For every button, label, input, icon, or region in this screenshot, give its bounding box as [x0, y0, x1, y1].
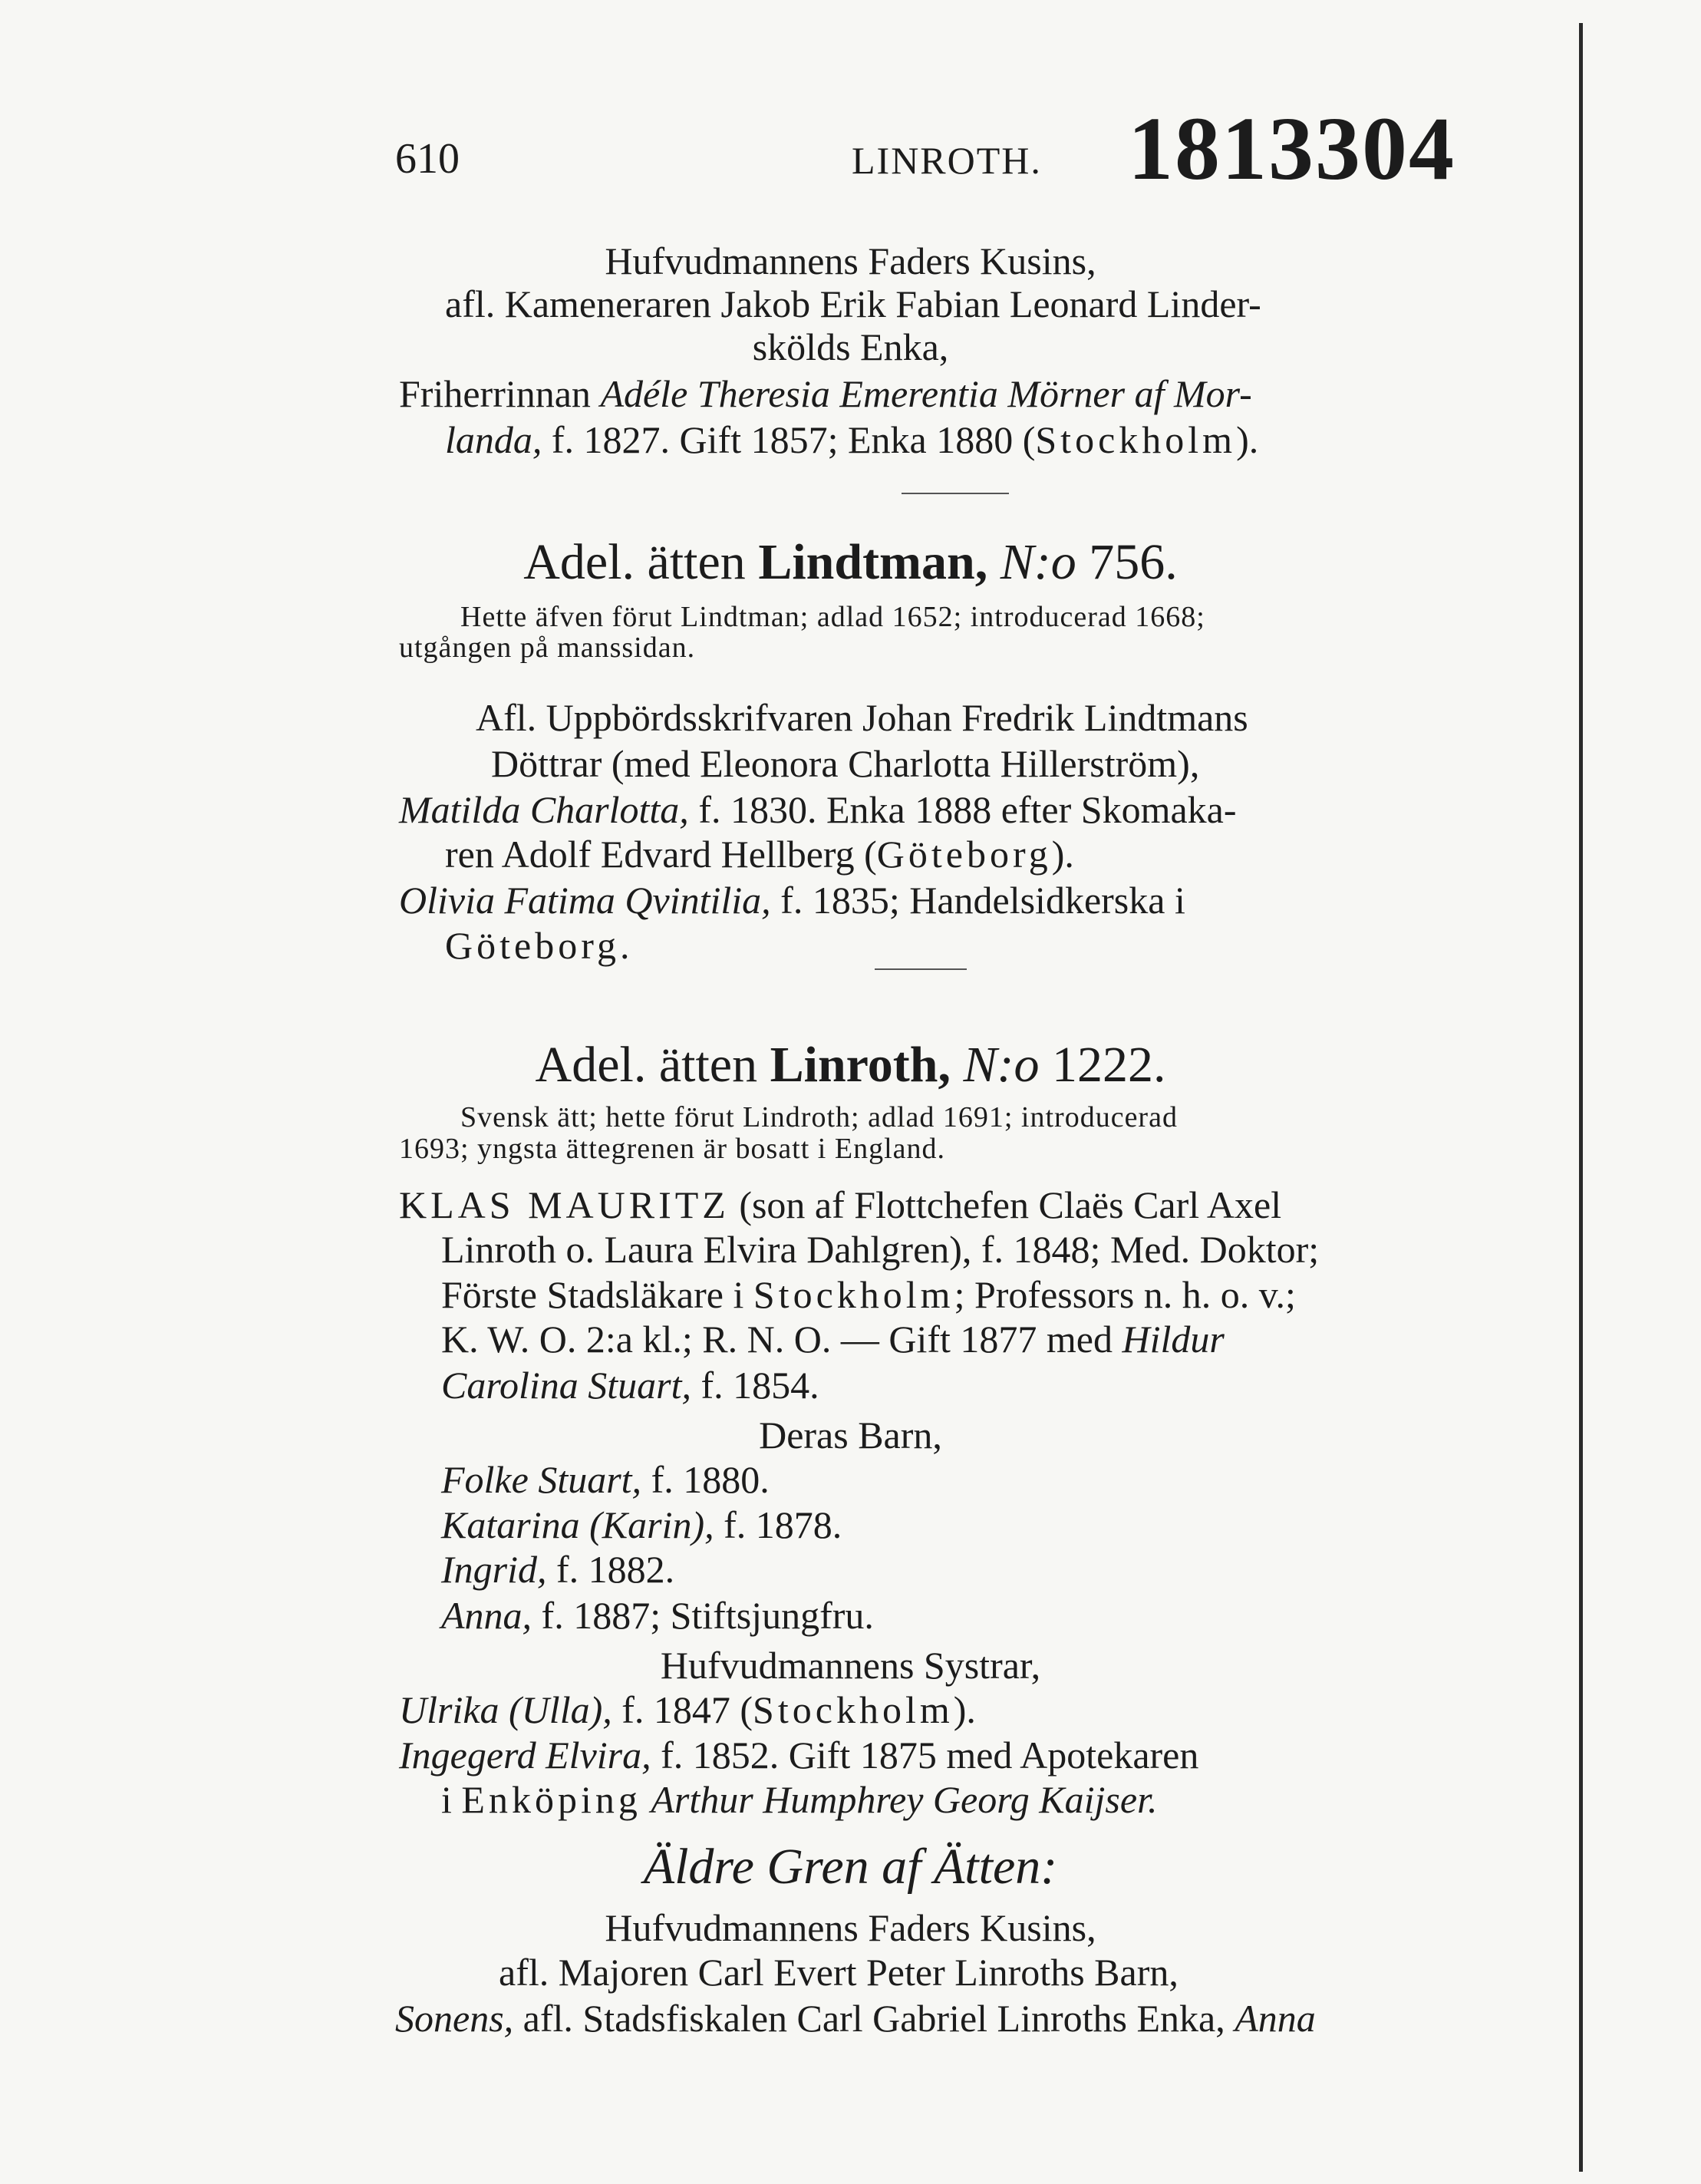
text-line	[445, 833, 1074, 876]
text-line	[399, 1688, 976, 1731]
text-line	[395, 1997, 1316, 2040]
text-segment: Göteborg	[445, 924, 620, 967]
text-segment: Folke Stuart,	[441, 1458, 642, 1501]
text-segment: f. 1852. Gift 1875 med Apotekaren	[651, 1734, 1199, 1777]
text-line	[441, 1596, 874, 1635]
text-line	[399, 633, 695, 662]
text-line	[445, 418, 1259, 461]
text-segment: Matilda Charlotta,	[399, 788, 689, 831]
text-segment: Ingegerd Elvira,	[399, 1734, 651, 1777]
text-line	[399, 1134, 945, 1163]
text-segment: f. 1830. Enka 1888 efter Skomaka-	[688, 788, 1237, 831]
text-segment: 1693; yngsta ättegrenen är bosatt i England.	[399, 1133, 945, 1165]
text-segment: Adel. ätten	[523, 534, 759, 590]
text-line	[441, 1780, 1158, 1819]
text-segment: Anna,	[441, 1594, 532, 1637]
text-segment: Olivia Fatima Qvintilia,	[399, 879, 771, 922]
text-segment: ren Adolf Edvard Hellberg (	[445, 833, 877, 876]
text-segment: Sonens,	[395, 1997, 514, 2040]
text-segment: Svensk ätt; hette förut Lindroth; adlad 1691; introducerad	[460, 1101, 1178, 1133]
text-segment: Carolina Stuart,	[441, 1364, 691, 1407]
text-line	[460, 602, 1205, 632]
text-segment: landa,	[445, 418, 542, 461]
section-heading	[0, 1839, 1701, 1895]
text-segment: f. 1880.	[641, 1458, 770, 1501]
text-segment: Göteborg	[876, 833, 1052, 876]
text-segment: i	[441, 1778, 462, 1821]
text-segment: f. 1854.	[691, 1364, 819, 1407]
text-segment: Hufvudmannens Faders Kusins,	[605, 239, 1096, 282]
text-segment: Hufvudmannens Faders Kusins,	[605, 1906, 1096, 1949]
text-segment: Afl. Uppbördsskrifvaren Johan Fredrik Lindtmans	[476, 696, 1248, 739]
text-line	[476, 698, 1248, 737]
text-segment: Hufvudmannens Systrar,	[660, 1644, 1041, 1687]
text-line	[499, 1951, 1179, 1994]
text-segment: utgången på manssidan.	[399, 632, 696, 664]
text-segment: f. 1847 (	[612, 1688, 753, 1731]
text-segment: afl. Kameneraren Jakob Erik Fabian Leonard Linder-	[445, 282, 1261, 325]
text-segment: N:o	[1000, 534, 1076, 590]
text-segment: Stockholm	[1035, 418, 1237, 461]
text-segment: Hildur	[1122, 1318, 1225, 1361]
text-segment: 1222.	[1039, 1037, 1166, 1093]
text-segment: N:o	[963, 1037, 1040, 1093]
text-segment: f. 1827. Gift 1857; Enka 1880 (	[542, 418, 1036, 461]
text-segment: f. 1882.	[546, 1548, 675, 1591]
text-line	[0, 239, 1701, 282]
text-line	[399, 1183, 1282, 1226]
text-line	[0, 325, 1701, 368]
text-segment: (son af Flottchefen Claës Carl Axel	[729, 1183, 1282, 1226]
text-segment: Lindtman,	[758, 534, 988, 590]
text-line	[441, 1275, 1296, 1314]
text-line	[441, 1364, 819, 1407]
text-segment: Enköping	[461, 1778, 641, 1821]
text-segment: Anna	[1235, 1997, 1316, 2040]
text-segment: Linroth o. Laura Elvira Dahlgren), f. 1848; Med. Doktor;	[441, 1228, 1320, 1271]
text-segment: Förste Stadsläkare i	[441, 1273, 753, 1316]
text-segment: Döttrar (med Eleonora Charlotta Hillerström),	[491, 742, 1200, 785]
page-header	[0, 98, 1701, 199]
text-segment	[641, 1778, 651, 1821]
text-segment: Ulrika (Ulla),	[399, 1688, 612, 1731]
text-line	[441, 1318, 1225, 1361]
text-segment: ).	[1051, 833, 1074, 876]
text-segment: Hette äfven förut Lindtman; adlad 1652; introducerad 1668;	[460, 601, 1205, 633]
text-segment: Adéle Theresia Emerentia Mörner af Mor-	[600, 372, 1252, 415]
text-segment: afl. Majoren Carl Evert Peter Linroths Barn,	[499, 1951, 1179, 1994]
text-segment: Arthur Humphrey Georg Kaijser.	[651, 1778, 1158, 1821]
text-segment: Stockholm	[753, 1273, 954, 1316]
text-segment: ; Professors n. h. o. v.;	[954, 1273, 1296, 1316]
text-line	[445, 926, 629, 965]
text-segment: Deras Barn,	[759, 1414, 942, 1457]
text-line	[445, 282, 1261, 325]
text-line	[441, 1460, 770, 1499]
text-segment: f. 1878.	[714, 1503, 842, 1546]
text-line	[399, 879, 1185, 922]
section-divider	[875, 968, 967, 970]
text-segment	[987, 534, 1000, 590]
text-segment: Linroth,	[770, 1037, 951, 1093]
running-title: LINROTH.	[852, 139, 1042, 182]
text-line	[399, 790, 1237, 829]
text-line	[399, 374, 1252, 413]
text-segment: Ingrid,	[441, 1548, 547, 1591]
stamp-number: 1813304	[1128, 98, 1455, 199]
text-segment: Adel. ätten	[535, 1037, 770, 1093]
text-segment	[951, 1037, 964, 1093]
text-line	[0, 1644, 1701, 1687]
text-line	[0, 1414, 1701, 1457]
text-segment: f. 1835; Handelsidkerska i	[770, 879, 1185, 922]
text-line	[441, 1503, 842, 1546]
text-segment: K. W. O. 2:a kl.; R. N. O. — Gift 1877 med	[441, 1318, 1122, 1361]
text-segment: f. 1887; Stiftsjungfru.	[532, 1594, 874, 1637]
text-line	[441, 1230, 1319, 1269]
text-segment: Friherrinnan	[399, 372, 601, 415]
text-segment: KLAS MAURITZ	[399, 1183, 730, 1226]
text-segment: Katarina (Karin),	[441, 1503, 714, 1546]
page-number: 610	[395, 135, 460, 183]
text-line	[491, 744, 1199, 783]
text-segment: Äldre Gren af Ätten:	[643, 1839, 1058, 1895]
section-heading	[0, 534, 1701, 590]
text-segment: ).	[953, 1688, 976, 1731]
section-divider	[902, 493, 1009, 494]
text-segment: ).	[1236, 418, 1259, 461]
text-line	[0, 1906, 1701, 1949]
text-line	[399, 1734, 1199, 1777]
text-segment: 756.	[1076, 534, 1178, 590]
section-heading	[0, 1037, 1701, 1093]
text-segment: .	[619, 924, 630, 967]
text-segment: skölds Enka,	[752, 325, 949, 368]
text-segment: Stockholm	[753, 1688, 954, 1731]
text-line	[460, 1103, 1178, 1132]
text-line	[441, 1550, 674, 1589]
text-segment: afl. Stadsfiskalen Carl Gabriel Linroths Enka,	[513, 1997, 1235, 2040]
